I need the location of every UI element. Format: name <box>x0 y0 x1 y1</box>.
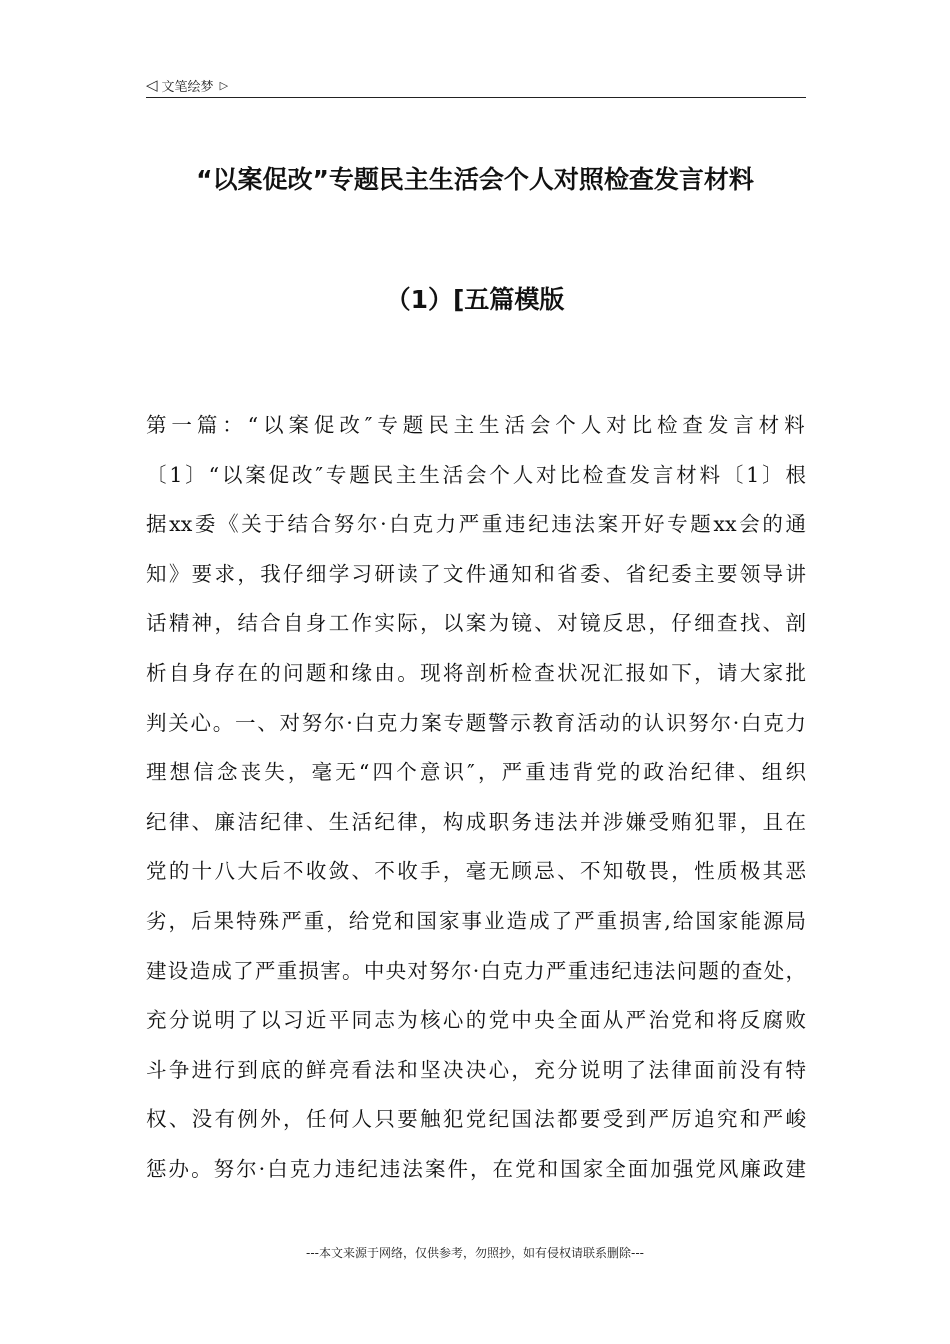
document-title-line-1: “以案促改”专题民主生活会个人对照检查发言材料 <box>196 165 754 194</box>
body-line: 充分说明了以习近平同志为核心的党中央全面从严治党和将反腐败 <box>146 1008 806 1033</box>
body-line: 〔1〕“以案促改″专题民主生活会个人对比检查发言材料〔1〕根 <box>146 462 806 487</box>
body-line: 第一篇：“以案促改″专题民主生活会个人对比检查发言材料 <box>146 413 806 437</box>
page-header <box>146 74 806 96</box>
body-line: 建设造成了严重损害。中央对努尔·白克力严重违纪违法问题的查处， <box>146 958 806 983</box>
body-line: 纪律、廉洁纪律、生活纪律，构成职务违法并涉嫌受贿犯罪，且在 <box>146 809 806 834</box>
page-footer: ---本文来源于网络，仅供参考，勿照抄，如有侵权请联系删除--- <box>306 1246 644 1260</box>
header-divider <box>146 97 806 98</box>
triangle-left-icon: ◁ <box>146 75 158 94</box>
header-brand: 文笔绘梦 <box>161 79 214 95</box>
body-line: 劣，后果特殊严重，给党和国家事业造成了严重损害,给国家能源局 <box>146 908 806 933</box>
body-line: 权、没有例外，任何人只要触犯党纪国法都要受到严厉追究和严峻 <box>146 1107 806 1132</box>
body-line: 据xx委《关于结合努尔·白克力严重违纪违法案开好专题xx会的通 <box>146 512 806 537</box>
body-line: 党的十八大后不收敛、不收手，毫无顾忌、不知敬畏，性质极其恶 <box>146 859 806 884</box>
body-line: 理想信念丧失，毫无“四个意识″，严重违背党的政治纪律、组织 <box>146 760 806 785</box>
document-title-line-2: （1）[五篇模版 <box>385 285 565 314</box>
document-body <box>146 401 806 1195</box>
body-line: 析自身存在的问题和缘由。现将剖析检查状况汇报如下，请大家批 <box>146 660 806 685</box>
body-line: 惩办。努尔·白克力违纪违法案件，在党和国家全面加强党风廉政建 <box>146 1156 806 1181</box>
body-line: 斗争进行到底的鲜亮看法和坚决决心，充分说明了法律面前没有特 <box>146 1057 806 1082</box>
body-line: 知》要求，我仔细学习研读了文件通知和省委、省纪委主要领导讲 <box>146 561 806 586</box>
body-line: 判关心。一、对努尔·白克力案专题警示教育活动的认识努尔·白克力 <box>146 710 806 735</box>
body-line: 话精神，结合自身工作实际，以案为镜、对镜反思，仔细查找、剖 <box>146 611 806 636</box>
triangle-right-icon: ▷ <box>219 78 229 92</box>
